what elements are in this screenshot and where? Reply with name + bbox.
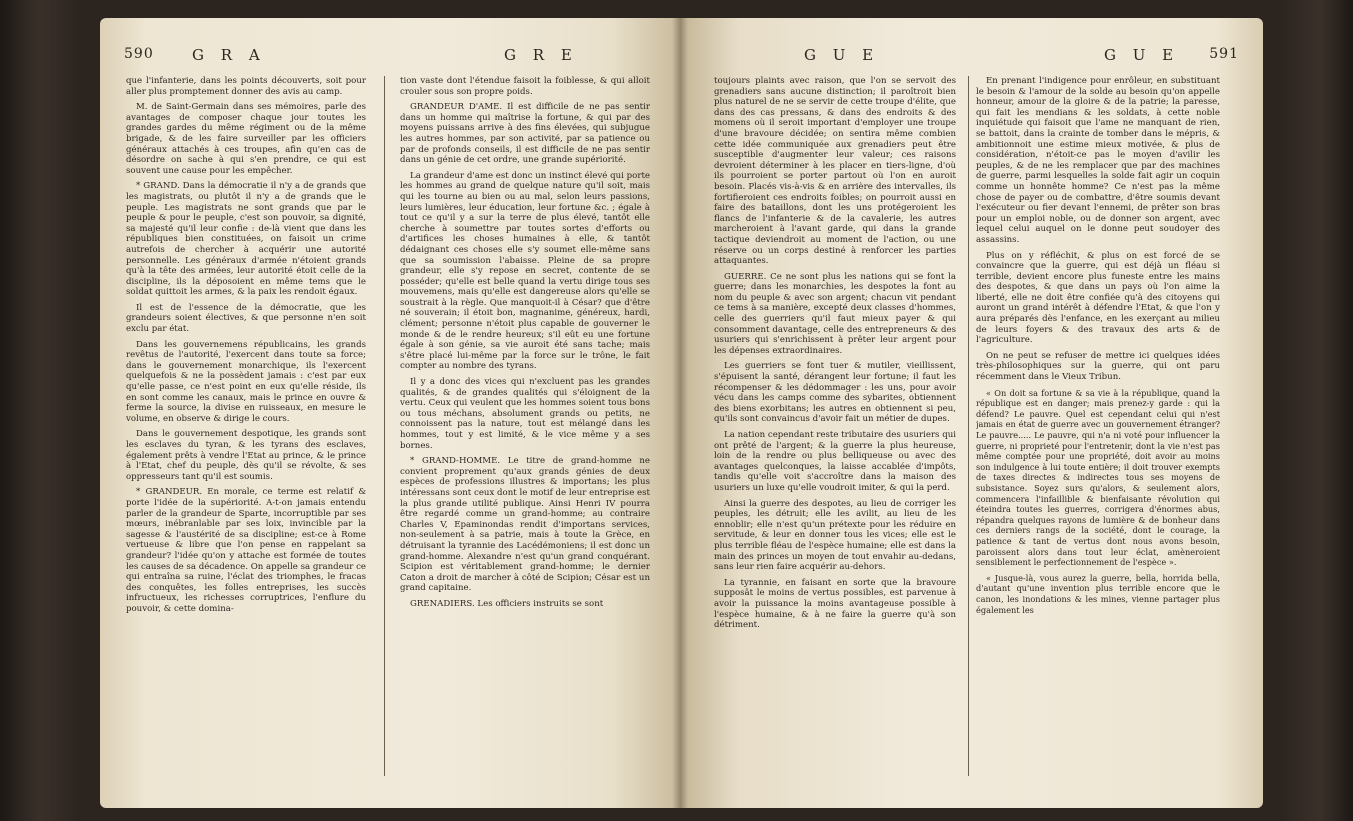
paragraph: La grandeur d'ame est donc un instinct élevé qui porte les hommes au grand de quelque nature qu'il soit, mais qui les tourne au bien ou au mal, selon leurs passions, leurs lumières, leur éducation, leur fortune &c. ; égale à tout ce qu'il y a sur la terre de plus élevé, tantôt elle cherche à soumettre par toutes sortes d'efforts ou d'artifices les choses humaines à elle, & tantôt dédaignant ces choses elle s'y soumet elle-même sans que sa soumission l'abaisse. Pleine de sa propre grandeur, elle s'y repose en secret, contente de se posséder; qu'elle est belle quand la vertu dirige tous ses mouvemens, mais qu'elle est dangereuse alors qu'elle se soustrait à la règle. Que manquoit-il à César? que d'être né souverain; il étoit bon, magnanime, généreux, hardi, clément; personne n'étoit plus capable de gouverner le monde & de le rendre heureux; s'il eût eu une fortune égale à son génie, sa vie auroit été sans tache; mais s'être placé lui-même par la force sur le trône, le fait compter au nombre des tyrans. xyxy=(400,170,650,372)
right-headword-left: G U E xyxy=(804,46,880,64)
left-page xyxy=(100,18,680,808)
paragraph: que l'infanterie, dans les points découverts, soit pour aller plus promptement donner des avis au camp. xyxy=(126,76,366,97)
right-page-number: 591 xyxy=(1209,46,1239,62)
paragraph: * GRAND. Dans la démocratie il n'y a de grands que les magistrats, ou plutôt il n'y a de grands que le peuple. Les magistrats ne sont grands que par le peuple & pour le peuple, c'est son pouvoir, sa dignité, sa majesté qu'il leur confie : de-là vient que dans les républiques bien constituées, on faisoit un crime autrefois de chercher à acquérir une autorité personnelle. Les généraux d'armée n'étoient grands qu'à la tête des armées, leur autorité étoit celle de la discipline, ils la déposoient en même tems que le soldat quittoit les armes, & la paix les rendoit égaux. xyxy=(126,181,366,298)
left-page-header xyxy=(124,46,656,68)
left-headword-left: G R A xyxy=(192,46,266,64)
column-rule xyxy=(968,76,969,776)
paragraph: Il y a donc des vices qui n'excluent pas les grandes qualités, & de grandes qualités qui s'éloignent de la vertu. Ceux qui veulent que les hommes soient tous bons ou tous méchans, absolument grands ou petits, ne connoissent pas la nature, tout est mélangé dans les hommes, tout y est limité, & le vice même y a ses bornes. xyxy=(400,377,650,451)
paragraph: GRENADIERS. Les officiers instruits se sont xyxy=(410,598,604,609)
paragraph: Dans les gouvernemens républicains, les grands revêtus de l'autorité, l'exercent dans toute sa force; dans le gouvernement monarchique, ils l'exercent quelquefois & ne la possèdent jamais : c'est par eux qu'elle passe, ce n'est point en eux qu'elle réside, ils en sont comme les canaux, mais le prince en ouvre & ferme la source, la divise en ruisseaux, en mesure le volume, en observe & dirige le cours. xyxy=(126,339,366,424)
paragraph: GUERRE. Ce ne sont plus les nations qui se font la guerre; dans les monarchies, les despotes la font au nom du peuple & avec son argent; chacun vit pendant ce tems à sa manière, excepté deux classes d'hommes, celle des guerriers qu'il faut mieux payer & qui consomment davantage, celle des entrepreneurs & des usuriers qui s'enrichissent à prêter leur argent pour les dépenses extraordinaires. xyxy=(714,271,956,356)
paragraph: Dans le gouvernement despotique, les grands sont les esclaves du tyran, & les tyrans des esclaves, également prêts à vendre l'Etat au prince, & le prince à l'Etat, chef du peuple, dès qu'il se révolte, & ses oppresseurs tant qu'il est soumis. xyxy=(126,429,366,482)
paragraph: Il est de l'essence de la démocratie, que les grandeurs soient électives, & que personne n'en soit exclu par état. xyxy=(126,302,366,335)
left-page-column-2 xyxy=(400,76,650,788)
left-page-number: 590 xyxy=(124,46,154,62)
right-page-column-1 xyxy=(714,76,956,788)
right-page-header xyxy=(704,46,1239,68)
right-page-column-2 xyxy=(976,76,1220,788)
left-page-column-1 xyxy=(126,76,366,788)
paragraph: toujours plaints avec raison, que l'on se servoit des grenadiers sans aucune distinction; il paroîtroit bien plus naturel de ne se servir de cette troupe d'élite, que dans des cas pressans, & dans des endroits & des momens où il seroit important d'employer une troupe d'une bravoure décidée; on sentira même combien cette idée communiquée aux grenadiers peut être susceptible d'augmenter leur valeur; ces raisons devroient déterminer à les placer en tiers-ligne, d'où ils pourroient se porter partout où l'on en auroit besoin. Placés vis-à-vis & en arrière des intervalles, ils fortifieroient ces endroits foibles; on pourroit aussi en faire des bataillons, dont les uns protégeroient les flancs de l'infanterie & de la cavalerie, les autres marcheroient à l'avant garde, qui dans la grande tactique deviendroit au moment de l'action, ou une réserve ou un corps destiné à renforcer les parties attaquantes. xyxy=(714,76,956,267)
right-page xyxy=(680,18,1263,808)
paragraph: tion vaste dont l'étendue faisoit la foiblesse, & qui alloit crouler sous son propre poids. xyxy=(400,76,650,97)
paragraph: En prenant l'indigence pour enrôleur, en substituant le besoin & l'amour de la solde au besoin qu'on appelle honneur, amour de la gloire & de la patrie; la paresse, qui fait les mendians & les soldats, à cette noble inquiétude qui faisoit que l'ame ne manquant de rien, se battoit, dans la crainte de tomber dans le mépris, & ambitionnoit une estime mieux motivée, & plus de considération, n'étoit-ce pas le moyen d'avilir les peuples, & de ne les remplacer que par des machines de guerre, parmi lesquelles la solde fait agir un coquin comme un honnête homme? Ce n'est pas la même chose de payer ou de combattre, d'être soumis devant l'exécuteur ou fier devant l'ennemi, de prêter son bras pour un emploi noble, ou de donner son argent, avec lequel celui auquel on le donne peut soudoyer des assassins. xyxy=(976,76,1220,245)
right-headword-right: G U E xyxy=(1104,46,1180,64)
paragraph: La nation cependant reste tributaire des usuriers qui ont prêté de l'argent; & la guerre la plus heureuse, loin de la rendre ou plus belliqueuse ou avec des avantages quelconques, la laisse accablée d'impôts, tandis qu'elle voit s'accroître dans la maison des usuriers un luxe qu'elle voudroit imiter, & qui la perd. xyxy=(714,430,956,493)
left-headword-right: G R E xyxy=(504,46,578,64)
column-rule xyxy=(384,76,385,776)
paragraph: * GRANDEUR. En morale, ce terme est relatif & porte l'idée de la supériorité. A-t-on jamais entendu parler de la grandeur de Sparte, incorruptible par ses mœurs, inébranlable par ses loix, invincible par la sagesse & l'austérité de sa discipline; est-ce à Rome vertueuse & libre que l'on pense en rappelant sa grandeur? l'idée qu'on y attache est formée de toutes les causes de sa décadence. On appelle sa grandeur ce qui entraîna sa ruine, l'éclat des triomphes, le fracas des conquêtes, les folles entreprises, les succès infructueux, les richesses corruptrices, l'enflure du pouvoir, & cette domina- xyxy=(126,487,366,614)
paragraph: GRANDEUR D'AME. Il est difficile de ne pas sentir dans un homme qui maîtrise la fortune, & qui par des moyens puissans arrive à des fins élevées, qui subjugue les autres hommes, par son activité, par sa patience ou par de profonds conseils, il est difficile de ne pas sentir dans un génie de cet ordre, une grande supériorité. xyxy=(400,102,650,166)
paragraph: Les guerriers se font tuer & mutiler, vieillissent, s'épuisent la santé, dérangent leur fortune; il faut les récompenser & les dédommager : les uns, pour avoir vécu dans les camps comme des sybarites, obtiennent des biens exorbitans; les autres en obtiennent si peu, qu'ils sont convaincus d'avoir fait un métier de dupes. xyxy=(714,361,956,425)
paragraph: La tyrannie, en faisant en sorte que la bravoure supposât le moins de vertus possibles, est parvenue à avoir la puissance la moins avantageuse possible à l'espèce humaine, & à ne faire la guerre qu'à son détriment. xyxy=(714,577,956,631)
paragraph: Plus on y réfléchit, & plus on est forcé de se convaincre que la guerre, qui est déjà un fléau si terrible, devient encore plus funeste entre les mains des despotes, & que dans un pays où l'on aime la liberté, elle ne doit être confiée qu'à des citoyens qui auront un grand intérêt à défendre l'Etat, & que l'on y aura préparés dès l'enfance, en les exerçant au milieu de leurs foyers & des travaux des arts & de l'agriculture. xyxy=(976,250,1220,346)
quotation-paragraph: « On doit sa fortune & sa vie à la république, quand la république est en danger; mais prenez-y garde : qui la défend? Le pauvre. Quel est cependant celui qui n'est jamais en état de guerre avec un gouvernement étranger? Le pauvre..... Le pauvre, qui n'a ni voté pour influencer la guerre, ni proprieté pour l'entretenir, dont la vie n'est pas même comptée pour une propriété, doit avoir au moins son indulgence à lui toute entière; il doit trouver exempts de taxes directes & indirectes tous ses moyens de subsistance. Soyez surs qu'alors, & seulement alors, commencera l'infaillible & bienfaisante révolution qui éteindra toutes les guerres, corrigera d'énormes abus, répandra quelques rayons de lumière & de bonheur dans ces derniers rangs de la société, dont le courage, la patience & tant de vertus dont nous avons besoin, paroissent alors dans tout leur éclat, amèneroient sensiblement le perfectionnement de l'espèce ». xyxy=(976,387,1220,568)
quotation-paragraph: « Jusque-là, vous aurez la guerre, bella, horrida bella, d'autant qu'une invention plus terrible encore que le canon, les inondations & les mines, vienne partager plus également les xyxy=(976,572,1220,615)
paragraph: M. de Saint-Germain dans ses mémoires, parle des avantages de composer chaque jour toutes les grandes gardes du même régiment ou de la même brigade, & de les faire surveiller par les officiers généraux attachés à ces troupes, afin qu'en cas de désordre on sache à qui s'en prendre, ce qui est souvent une cause pour les empêcher. xyxy=(126,102,366,176)
paragraph: * GRAND-HOMME. Le titre de grand-homme ne convient proprement qu'aux grands génies de deux espèces de professions illustres & importans; les plus intéressans sont ceux dont le motif de leur entreprise est la plus grande utilité publique. Ainsi Henri IV pourra être regardé comme un grand-homme; au contraire Charles V, Epaminondas rendit d'importans services, non-seulement à sa patrie, mais à toute la Grèce, en détruisant la tyrannie des Lacédémoniens; il est donc un grand-homme. Alexandre n'est qu'un grand conquérant. Scipion est véritablement grand-homme; le dernier Caton a droit de marcher à côté de Scipion; César est un grand capitaine. xyxy=(400,456,650,594)
paragraph: Ainsi la guerre des despotes, au lieu de corriger les peuples, les détruit; elle les avilit, au lieu de les ennoblir; elle n'est qu'un prétexte pour les réduire en servitude, & leur en donner tous les vices; elle est le plus terrible fléau de l'espèce humaine; elle est dans la main des princes un moyen de tout envahir au-dedans, sans leur rien faire acquérir au-dehors. xyxy=(714,498,956,573)
paragraph: On ne peut se refuser de mettre ici quelques idées très-philosophiques sur la guerre, qui ont paru récemment dans le Vieux Tribun. xyxy=(976,350,1220,383)
